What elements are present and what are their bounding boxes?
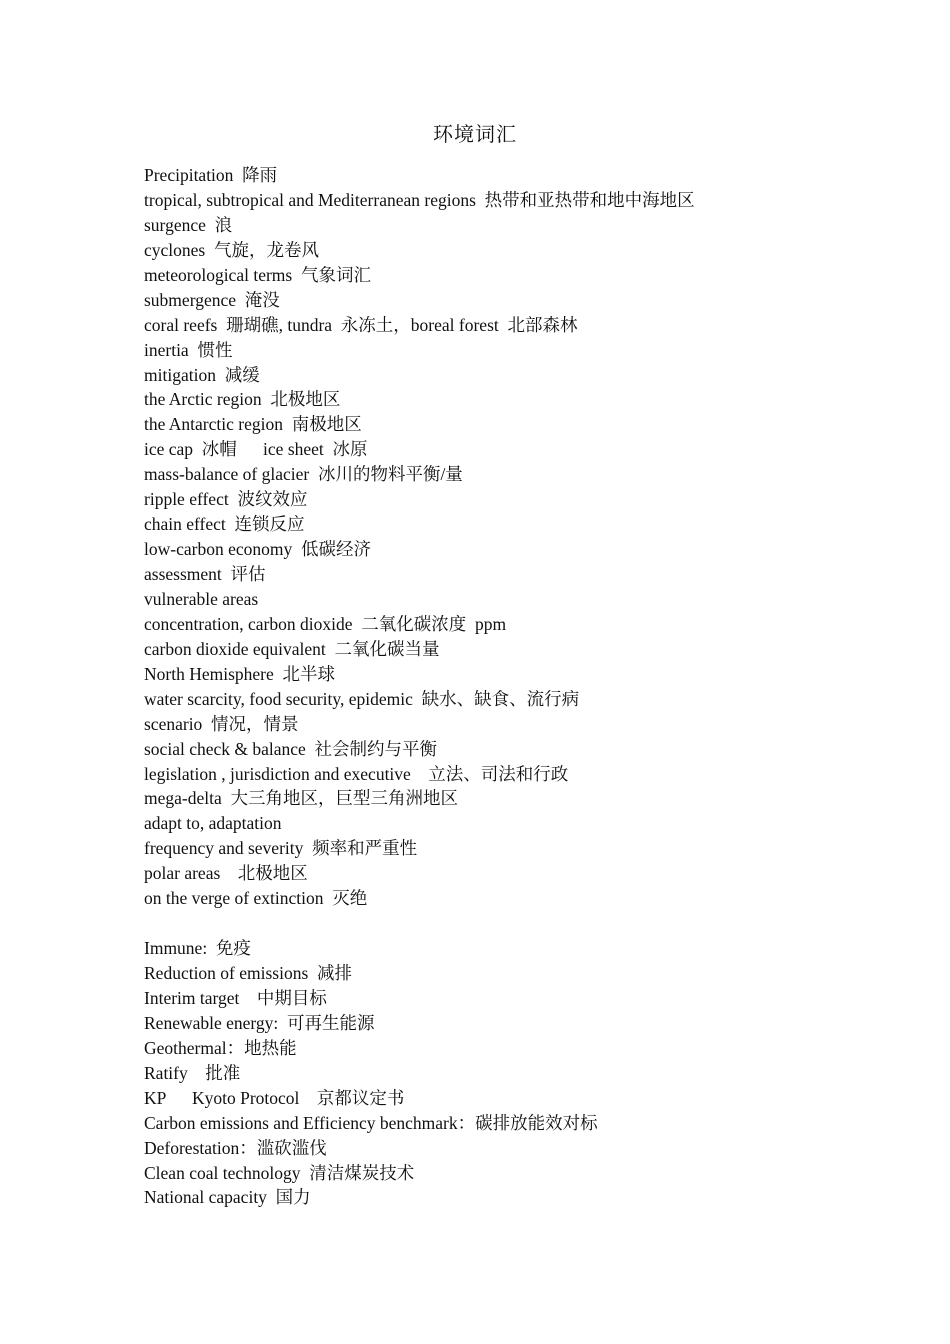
blank-line [144, 911, 904, 936]
vocabulary-entry: cyclones 气旋，龙卷风 [144, 239, 319, 260]
vocabulary-entry: vulnerable areas [144, 588, 259, 609]
vocabulary-entry: Geothermal：地热能 [144, 1037, 297, 1058]
vocabulary-entry: low-carbon economy 低碳经济 [144, 539, 371, 560]
vocabulary-entry: inertia 惯性 [144, 339, 233, 360]
vocabulary-entry: carbon dioxide equivalent 二氧化碳当量 [144, 638, 440, 659]
vocabulary-entry: Carbon emissions and Efficiency benchmark：碳排放能效对标 [144, 1112, 598, 1133]
vocabulary-entry: scenario 情况，情景 [144, 713, 299, 734]
vocabulary-entry: polar areas 北极地区 [144, 863, 308, 884]
vocabulary-entry: mega-delta 大三角地区，巨型三角洲地区 [144, 788, 458, 809]
vocabulary-entry: coral reefs 珊瑚礁, tundra 永冻土，boreal forest 北部森林 [144, 314, 578, 335]
vocabulary-entry: adapt to, adaptation [144, 813, 282, 834]
vocabulary-entry: ripple effect 波纹效应 [144, 489, 308, 510]
vocabulary-entry: water scarcity, food security, epidemic 缺水、缺食、流行病 [144, 688, 580, 709]
vocabulary-entry: Clean coal technology 清洁煤炭技术 [144, 1162, 415, 1183]
vocabulary-entry: the Arctic region 北极地区 [144, 389, 341, 410]
vocabulary-entry: tropical, subtropical and Mediterranean regions 热带和亚热带和地中海地区 [144, 189, 695, 210]
vocabulary-entry: chain effect 连锁反应 [144, 514, 305, 535]
vocabulary-entry: ice cap 冰帽 ice sheet 冰原 [144, 439, 368, 460]
document-title: 环境词汇 [433, 124, 517, 146]
vocabulary-entry: concentration, carbon dioxide 二氧化碳浓度 ppm [144, 613, 507, 634]
vocabulary-entry: frequency and severity 频率和严重性 [144, 838, 418, 859]
vocabulary-entry: assessment 评估 [144, 564, 266, 584]
vocabulary-entry: the Antarctic region 南极地区 [144, 414, 362, 435]
vocabulary-entry: mitigation 减缓 [144, 364, 260, 385]
vocabulary-entry: surgence 浪 [144, 214, 233, 235]
vocabulary-entry: on the verge of extinction 灭绝 [144, 888, 368, 909]
vocabulary-entry: Immune: 免疫 [144, 938, 251, 959]
vocabulary-entry: KP Kyoto Protocol 京都议定书 [144, 1087, 405, 1108]
vocabulary-entry: submergence 淹没 [144, 289, 280, 310]
vocabulary-entry: mass-balance of glacier 冰川的物料平衡/量 [144, 464, 463, 485]
vocabulary-entry: Ratify 批准 [144, 1062, 241, 1083]
vocabulary-entry: Precipitation 降雨 [144, 165, 278, 185]
vocabulary-list [144, 163, 904, 1210]
vocabulary-entry: Deforestation：滥砍滥伐 [144, 1137, 327, 1158]
vocabulary-entry: legislation , jurisdiction and executive 立法、司法和行政 [144, 763, 569, 784]
vocabulary-entry: Interim target 中期目标 [144, 987, 327, 1008]
vocabulary-entry: National capacity 国力 [144, 1187, 311, 1208]
vocabulary-entry: North Hemisphere 北半球 [144, 663, 336, 684]
vocabulary-entry: social check & balance 社会制约与平衡 [144, 738, 438, 759]
vocabulary-entry: meteorological terms 气象词汇 [144, 264, 371, 285]
vocabulary-entry: Renewable energy: 可再生能源 [144, 1012, 375, 1033]
vocabulary-entry: Reduction of emissions 减排 [144, 963, 353, 983]
